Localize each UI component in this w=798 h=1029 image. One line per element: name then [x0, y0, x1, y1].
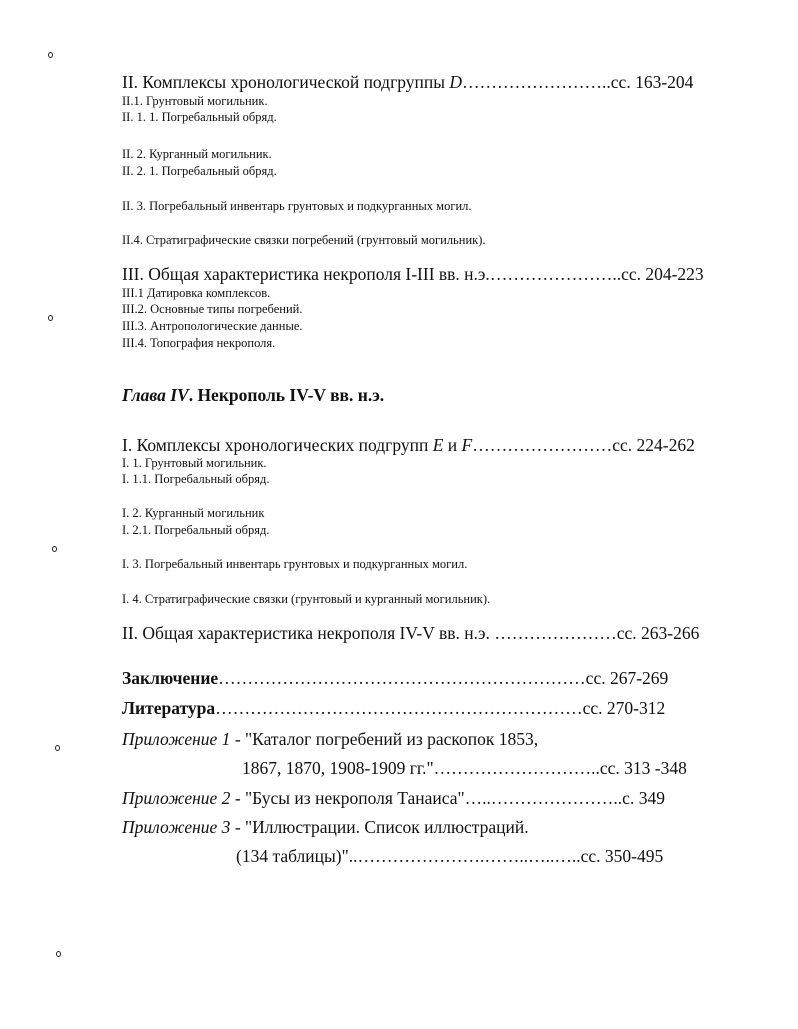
toc-subitem: II.1. Грунтовый могильник. — [122, 94, 268, 108]
dot-leader: ……………………………………………………… — [215, 698, 583, 718]
heading-letter-f: F — [461, 435, 473, 455]
chapter-label: Глава IV — [122, 385, 189, 405]
appendix-title-continued: 1867, 1870, 1908-1909 гг." — [242, 758, 434, 778]
heading-letter-e: E — [432, 435, 444, 455]
page-range: сс. 204-223 — [621, 264, 704, 284]
toc-conclusion — [122, 670, 668, 688]
appendix-label: Приложение 2 — [122, 788, 231, 808]
heading-text: III. Общая характеристика некрополя I-III вв. н.э. — [122, 264, 490, 284]
toc-subitem: I. 4. Стратиграфические связки (грунтовый и курганный могильник). — [122, 592, 491, 606]
toc-heading-section-d — [122, 74, 693, 92]
page-range: сс. 263-266 — [616, 623, 700, 643]
dot-leader: ………………… — [494, 623, 617, 643]
dot-leader: …..………………….. — [464, 788, 623, 808]
heading-text: II. Комплексы хронологической подгруппы — [122, 72, 450, 92]
toc-subitem: I. 2.1. Погребальный обряд. — [122, 523, 270, 537]
page-range: с. 349 — [622, 788, 665, 808]
toc-subitem: I. 2. Курганный могильник — [122, 506, 265, 520]
binder-hole-2 — [48, 315, 53, 321]
toc-appendix-3 — [122, 819, 529, 837]
dot-leader: …………………….. — [462, 72, 611, 92]
conclusion-label: Заключение — [122, 668, 219, 688]
toc-subitem: I. 3. Погребальный инвентарь грунтовых и подкурганных могил. — [122, 557, 468, 571]
appendix-title: - "Каталог погребений из раскопок 1853, — [230, 729, 539, 749]
page-range: сс. 270-312 — [582, 698, 666, 718]
page-range: сс. 313 -348 — [599, 758, 687, 778]
dot-leader: ..………………….……..…..….. — [348, 846, 581, 866]
binder-hole-5 — [56, 951, 61, 957]
heading-text: II. Общая характеристика некрополя IV-V вв. н.э. — [122, 623, 495, 643]
appendix-title-continued: (134 таблицы)" — [236, 846, 349, 866]
appendix-title: - "Бусы из некрополя Танаиса" — [230, 788, 465, 808]
toc-subitem: III.3. Антропологические данные. — [122, 319, 303, 333]
page-range: сс. 163-204 — [610, 72, 694, 92]
toc-heading-section-ef — [122, 437, 695, 455]
dot-leader: ……………………………………………………… — [218, 668, 586, 688]
toc-appendix-1 — [122, 731, 538, 749]
toc-literature — [122, 700, 665, 718]
toc-subitem: III.2. Основные типы погребений. — [122, 302, 303, 316]
heading-letter-d: D — [449, 72, 463, 92]
appendix-label: Приложение 3 — [122, 817, 231, 837]
toc-appendix-2 — [122, 790, 665, 808]
heading-text: I. Комплексы хронологических подгрупп — [122, 435, 433, 455]
toc-subitem: II. 1. 1. Погребальный обряд. — [122, 110, 277, 124]
binder-hole-3 — [52, 546, 57, 552]
literature-label: Литература — [122, 698, 216, 718]
page-range: сс. 224-262 — [612, 435, 695, 455]
toc-subitem: II. 2. 1. Погребальный обряд. — [122, 164, 277, 178]
chapter-title: . Некрополь IV-V вв. н.э. — [188, 385, 385, 405]
dot-leader: …………………… — [472, 435, 613, 455]
toc-heading-section-iii — [122, 266, 704, 284]
dot-leader: ………………….. — [489, 264, 622, 284]
toc-subitem: III.1 Датировка комплексов. — [122, 286, 271, 300]
binder-hole-1 — [48, 52, 53, 58]
binder-hole-4 — [55, 745, 60, 751]
toc-heading-section-ii-general — [122, 625, 699, 643]
toc-appendix-3-continued — [236, 848, 663, 866]
heading-conj: и — [443, 435, 462, 455]
appendix-title: - "Иллюстрации. Список иллюстраций. — [230, 817, 529, 837]
toc-subitem: I. 1.1. Погребальный обряд. — [122, 472, 270, 486]
page-range: сс. 267-269 — [585, 668, 669, 688]
appendix-label: Приложение 1 — [122, 729, 231, 749]
toc-subitem: II. 2. Курганный могильник. — [122, 147, 272, 161]
toc-subitem: II. 3. Погребальный инвентарь грунтовых и подкурганных могил. — [122, 199, 472, 213]
toc-subitem: II.4. Стратиграфические связки погребений (грунтовый могильник). — [122, 233, 486, 247]
toc-subitem: I. 1. Грунтовый могильник. — [122, 456, 267, 470]
toc-appendix-1-continued — [242, 760, 687, 778]
dot-leader: ……………………….. — [433, 758, 600, 778]
chapter-iv-title — [122, 387, 384, 405]
page-range: сс. 350-495 — [580, 846, 664, 866]
toc-subitem: III.4. Топография некрополя. — [122, 336, 276, 350]
